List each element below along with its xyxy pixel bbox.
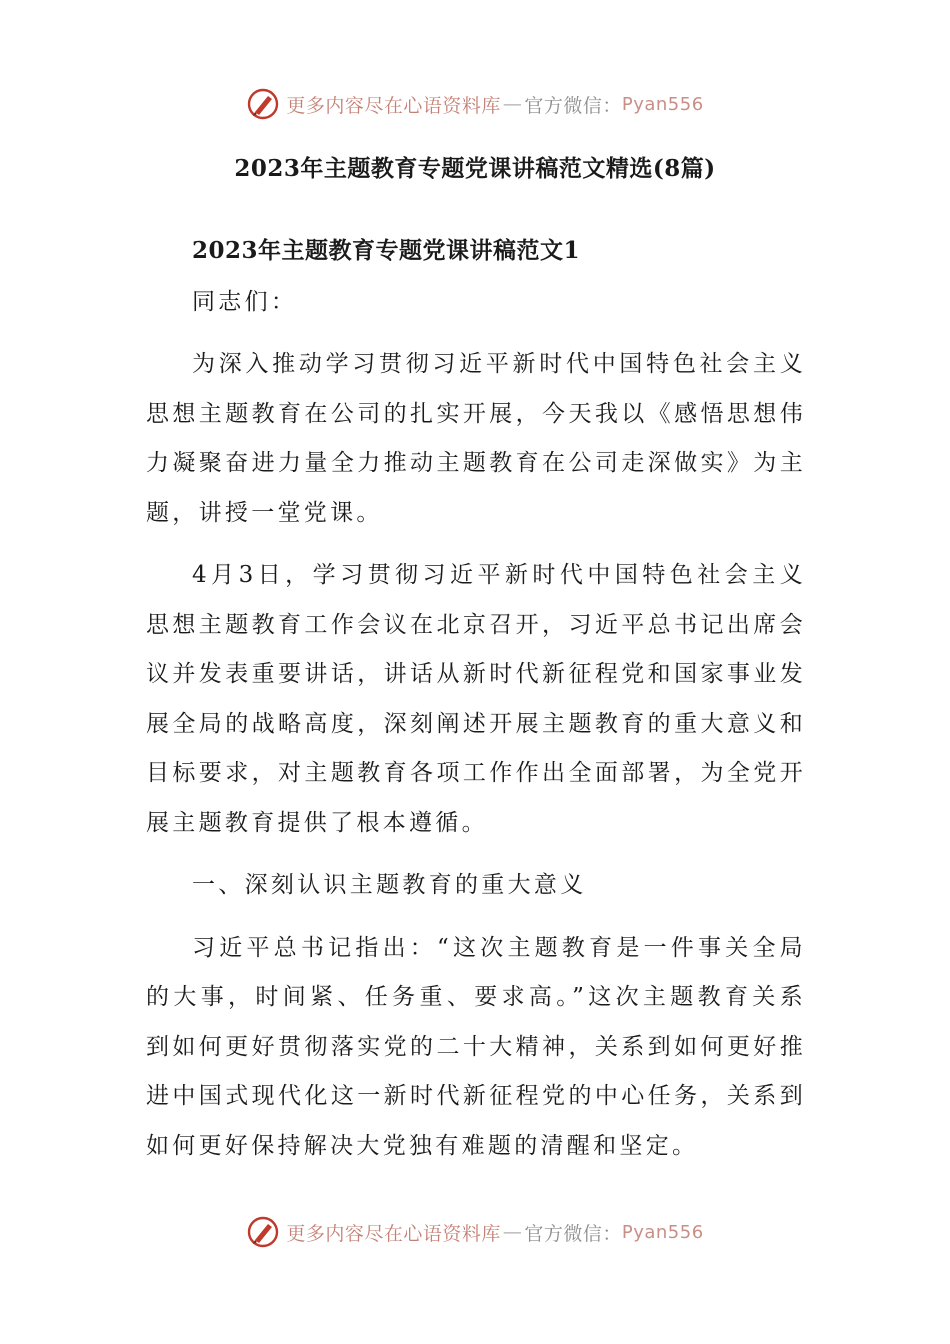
paragraph: 为深入推动学习贯彻习近平新时代中国特色社会主义思想主题教育在公司的扎实开展，今天我以《感悟思想伟力凝聚奋进力量全力推动主题教育在公司走深做实》为主题，讲授一堂党课。	[146, 351, 806, 526]
pen-circle-logo-icon	[246, 1215, 280, 1249]
document-title: 2023年主题教育专题党课讲稿范文精选(8篇)	[234, 155, 716, 182]
watermark-separator: —	[502, 93, 523, 115]
section-title: 2023年主题教育专题党课讲稿范文1	[192, 237, 581, 264]
watermark-wechat-id: Pyan556	[621, 1221, 704, 1243]
pen-circle-logo-icon	[246, 87, 280, 121]
watermark-official-label: 官方微信：	[524, 1222, 622, 1245]
watermark-separator: —	[502, 1221, 523, 1243]
paragraph: 4月3日，学习贯彻习近平新时代中国特色社会主义思想主题教育工作会议在北京召开，习近平总书记出席会议并发表重要讲话，讲话从新时代新征程党和国家事业发展全局的战略高度，深刻阐述开展主题教育的重大意义和目标要求，对主题教育各项工作作出全面部署，为全党开展主题教育提供了根本遵循。	[146, 562, 806, 836]
greeting: 同志们：	[192, 288, 298, 315]
watermark-site-text: 更多内容尽在心语资料库	[286, 94, 501, 117]
document-body	[146, 226, 806, 1171]
header-watermark	[0, 84, 950, 124]
watermark-official-label: 官方微信：	[524, 94, 622, 117]
footer-watermark	[0, 1212, 950, 1252]
watermark-site-text: 更多内容尽在心语资料库	[286, 1222, 501, 1245]
subheading: 一、深刻认识主题教育的重大意义	[192, 872, 587, 898]
paragraph: 习近平总书记指出：“这次主题教育是一件事关全局的大事，时间紧、任务重、要求高。”这次主题教育关系到如何更好贯彻落实党的二十大精神，关系到如何更好推进中国式现代化这一新时代新征程党的中心任务，关系到如何更好保持解决大党独有难题的清醒和坚定。	[146, 934, 806, 1159]
watermark-wechat-id: Pyan556	[621, 93, 704, 115]
